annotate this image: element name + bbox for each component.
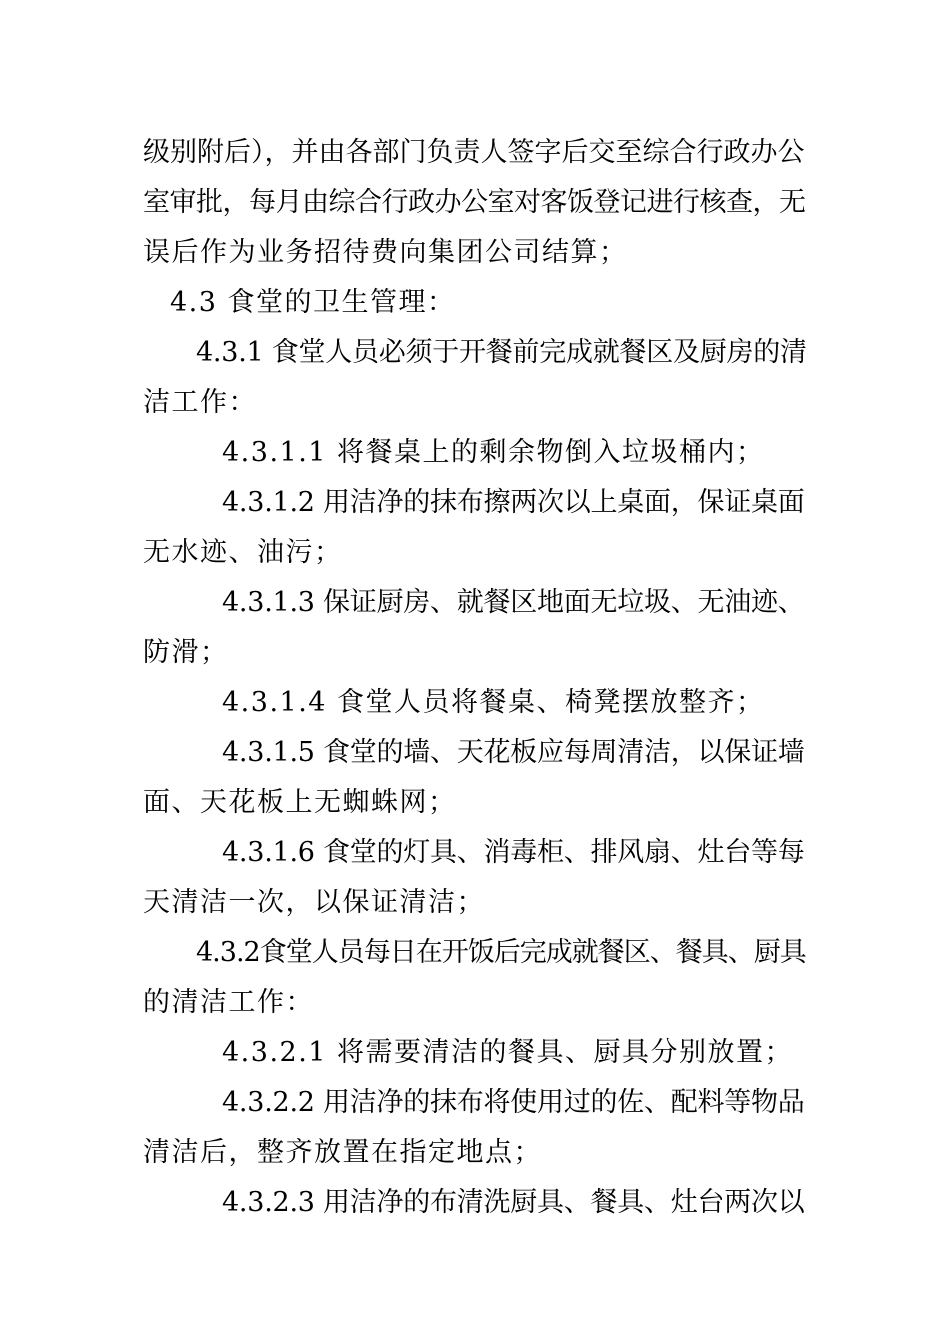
list-item: 4.3.1.5 食堂的墙、天花板应每周清洁，以保证墙 xyxy=(222,737,805,768)
subsection-heading: 4.3.2食堂人员每日在开饭后完成就餐区、餐具、厨具 xyxy=(196,937,806,968)
list-item: 4.3.2.1 将需要清洁的餐具、厨具分别放置； xyxy=(222,1037,794,1068)
list-item: 4.3.1.2 用洁净的抹布擦两次以上桌面，保证桌面 xyxy=(222,487,805,518)
list-item: 4.3.1.1 将餐桌上的剩余物倒入垃圾桶内； xyxy=(222,437,765,468)
text-line: 防滑； xyxy=(143,637,229,668)
text-line: 天清洁一次，以保证清洁； xyxy=(143,887,485,918)
section-heading: 4.3 食堂的卫生管理： xyxy=(170,287,456,318)
subsection-heading: 4.3.1 食堂人员必须于开餐前完成就餐区及厨房的清 xyxy=(196,337,807,368)
text-line: 清洁后，整齐放置在指定地点； xyxy=(143,1137,542,1168)
text-line: 级别附后），并由各部门负责人签字后交至综合行政办公 xyxy=(143,137,805,168)
list-item: 4.3.2.3 用洁净的布清洗厨具、餐具、灶台两次以 xyxy=(222,1187,805,1218)
text-line: 无水迹、油污； xyxy=(143,537,343,568)
text-line: 面、天花板上无蜘蛛网； xyxy=(143,787,457,818)
list-item: 4.3.2.2 用洁净的抹布将使用过的佐、配料等物品 xyxy=(222,1087,805,1118)
list-item: 4.3.1.3 保证厨房、就餐区地面无垃圾、无油迹、 xyxy=(222,587,805,618)
list-item: 4.3.1.4 食堂人员将餐桌、椅凳摆放整齐； xyxy=(222,687,765,718)
list-item: 4.3.1.6 食堂的灯具、消毒柜、排风扇、灶台等每 xyxy=(222,837,805,868)
text-line: 误后作为业务招待费向集团公司结算； xyxy=(143,237,628,268)
text-line: 的清洁工作： xyxy=(143,987,314,1018)
text-line: 室审批，每月由综合行政办公室对客饭登记进行核查，无 xyxy=(143,187,806,218)
text-line: 洁工作： xyxy=(143,387,257,418)
